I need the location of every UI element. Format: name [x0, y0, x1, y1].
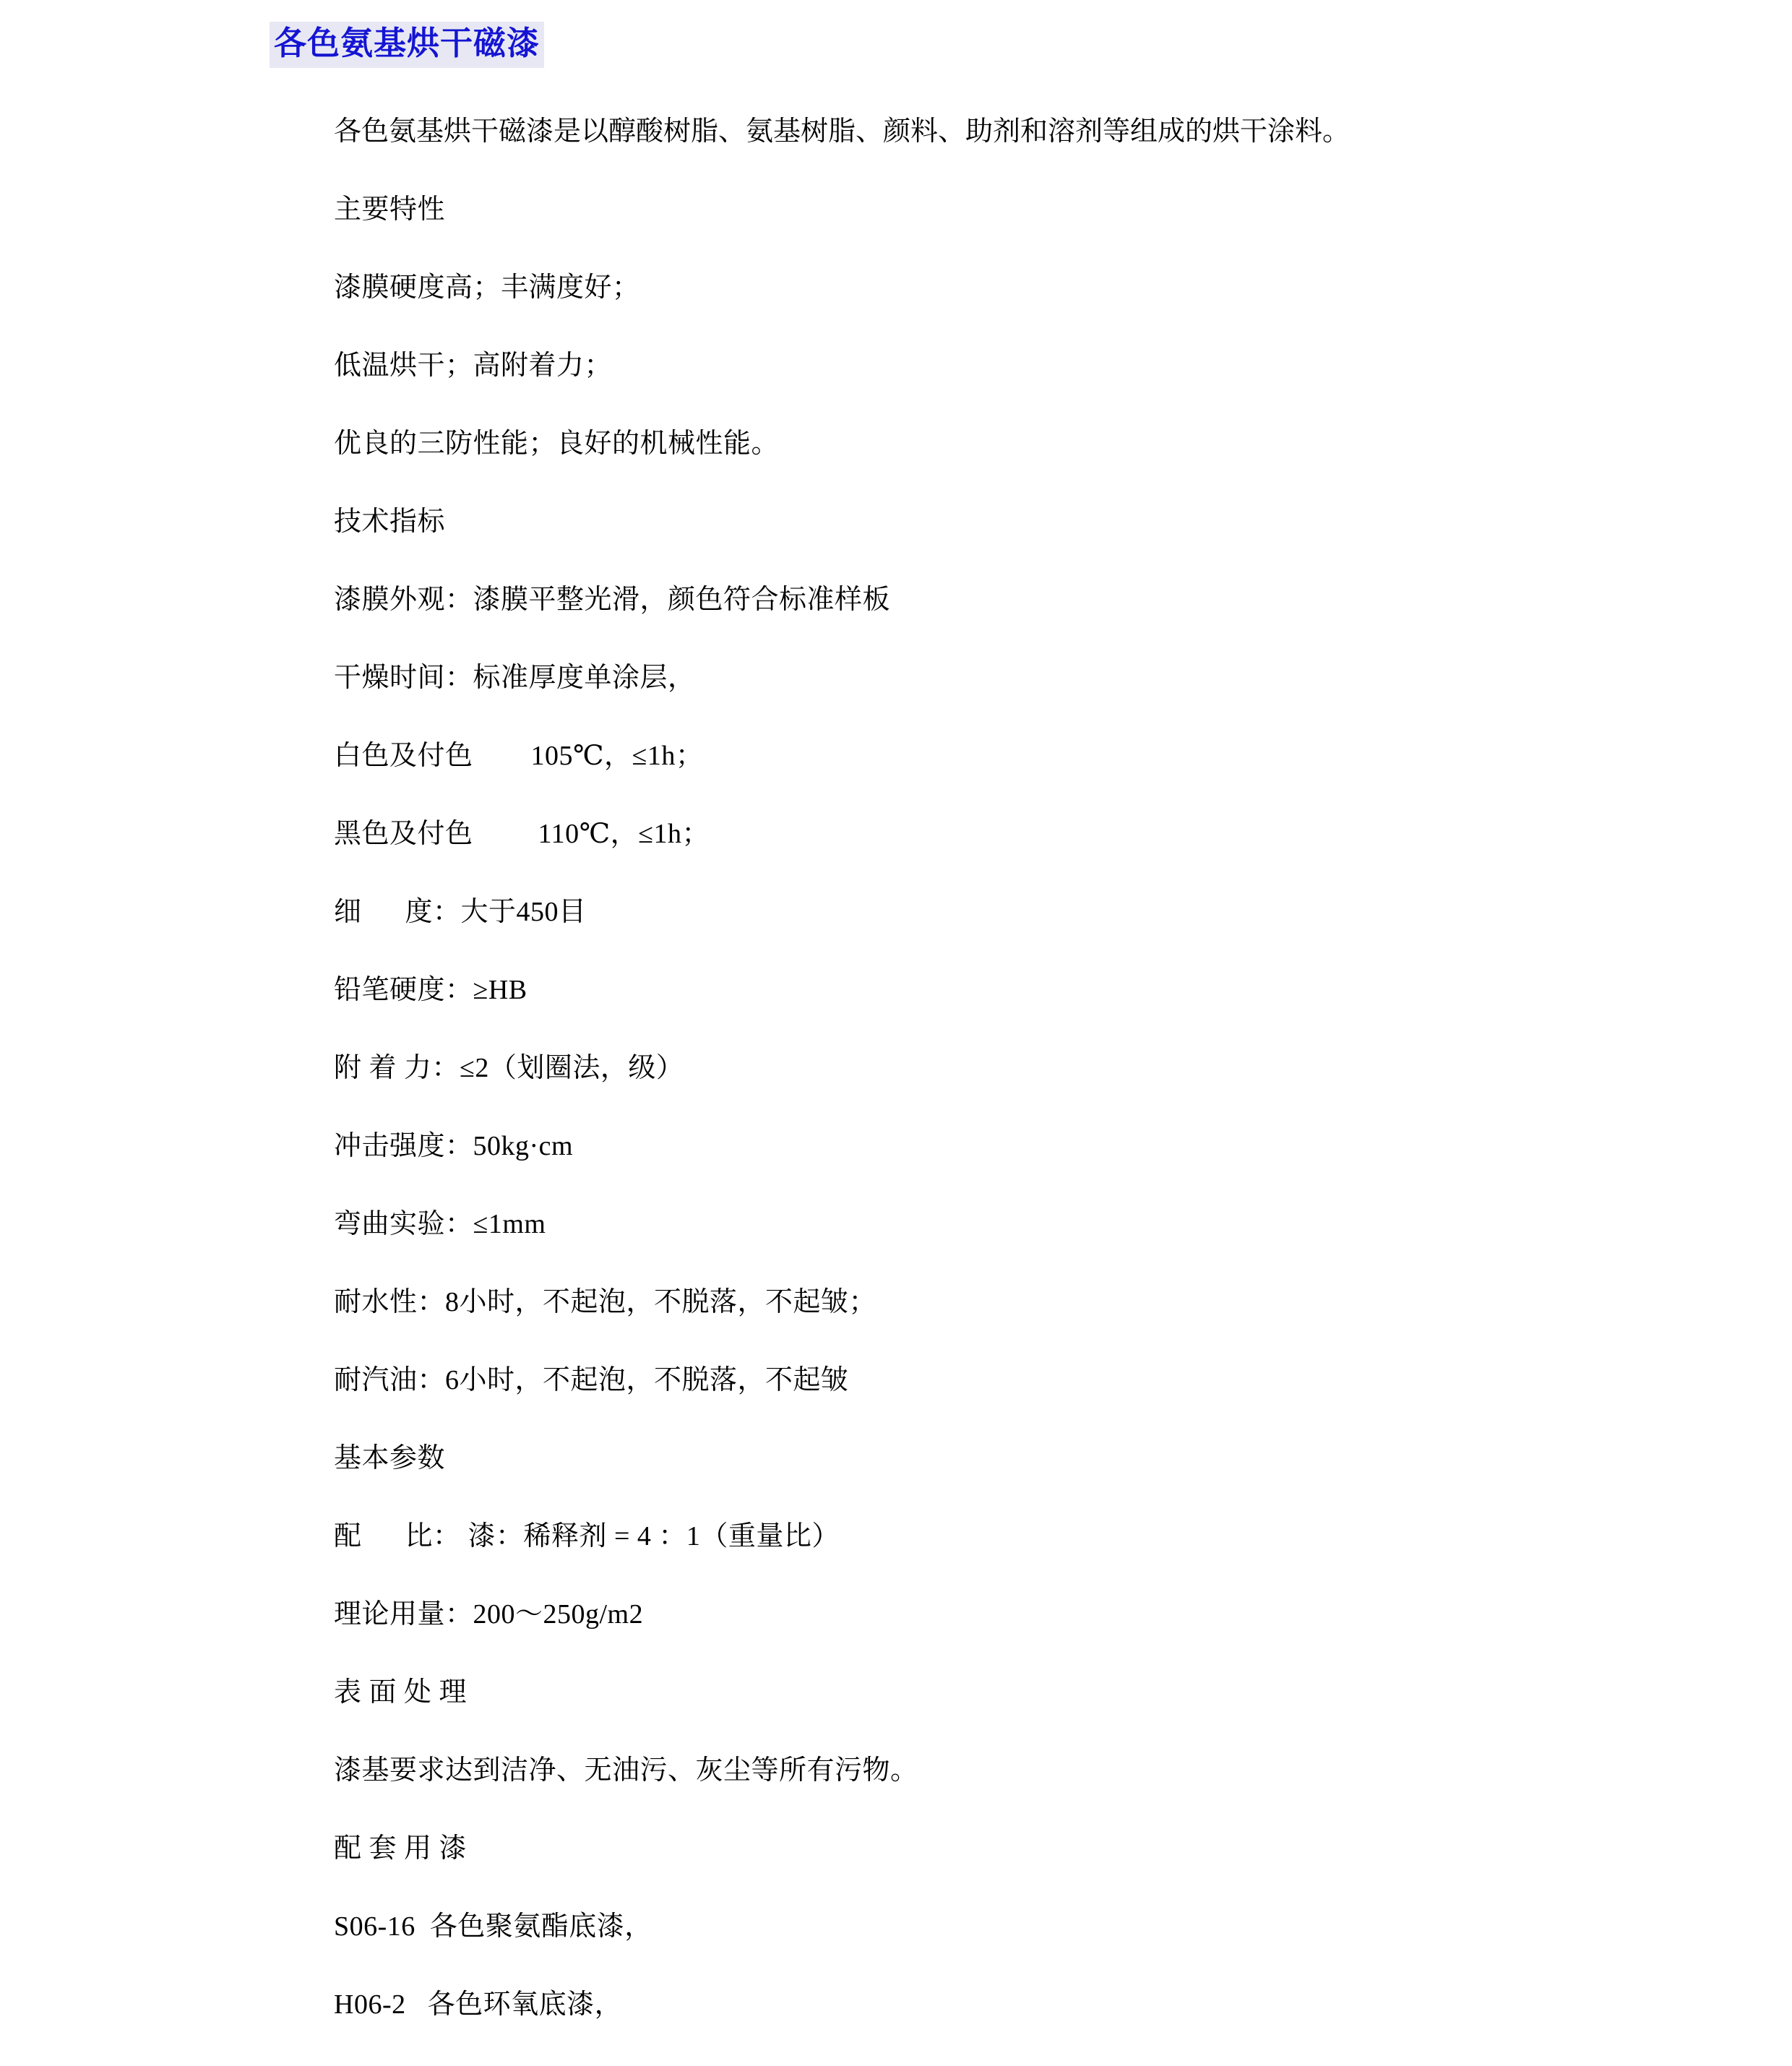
paragraph-tech-black: 黑色及付色 110℃，≤1h；	[334, 819, 710, 849]
page-title: 各色氨基烘干磁漆	[270, 22, 544, 68]
paragraph-tech-white: 白色及付色 105℃，≤1h；	[334, 741, 704, 771]
paragraph-match-s06-16: S06-16 各色聚氨酯底漆，	[334, 1911, 652, 1942]
heading-main-features: 主要特性	[334, 194, 446, 225]
paragraph-feature-low-temp: 低温烘干；高附着力；	[334, 350, 613, 381]
paragraph-param-ratio: 配 比： 漆：稀释剂 = 4 ：1（重量比）	[334, 1521, 840, 1551]
paragraph-tech-impact: 冲击强度：50kg·cm	[334, 1131, 574, 1161]
paragraph-tech-water-resistance: 耐水性：8小时，不起泡，不脱落，不起皱；	[334, 1287, 877, 1317]
document-body	[334, 92, 1692, 2044]
paragraph-tech-dry-time: 干燥时间：标准厚度单涂层，	[334, 663, 696, 693]
paragraph-tech-bending: 弯曲实验：≤1mm	[334, 1209, 546, 1239]
paragraph-tech-pencil-hardness: 铅笔硬度：≥HB	[334, 975, 527, 1005]
paragraph-surface-requirement: 漆基要求达到洁净、无油污、灰尘等所有污物。	[334, 1755, 918, 1786]
paragraph-match-h06-2: H06-2 各色环氧底漆，	[334, 1989, 623, 2020]
paragraph-tech-fineness: 细 度：大于450目	[334, 897, 587, 927]
heading-surface-treatment: 表 面 处 理	[334, 1677, 468, 1708]
paragraph-tech-gasoline-resistance: 耐汽油：6小时，不起泡，不脱落，不起皱	[334, 1365, 849, 1395]
heading-basic-params: 基本参数	[334, 1443, 446, 1473]
paragraph-feature-protection: 优良的三防性能；良好的机械性能。	[334, 429, 780, 459]
paragraph-param-theoretical-usage: 理论用量：200～250g/m2	[334, 1599, 644, 1630]
paragraph-tech-appearance: 漆膜外观：漆膜平整光滑，颜色符合标准样板	[334, 585, 891, 615]
paragraph-tech-adhesion: 附 着 力：≤2（划圈法，级）	[334, 1053, 684, 1083]
paragraph-feature-hardness: 漆膜硬度高；丰满度好；	[334, 272, 640, 303]
paragraph-intro: 各色氨基烘干磁漆是以醇酸树脂、氨基树脂、颜料、助剂和溶剂等组成的烘干涂料。	[334, 116, 1351, 147]
heading-tech-index: 技术指标	[334, 507, 446, 537]
heading-matching-paint: 配 套 用 漆	[334, 1833, 468, 1864]
